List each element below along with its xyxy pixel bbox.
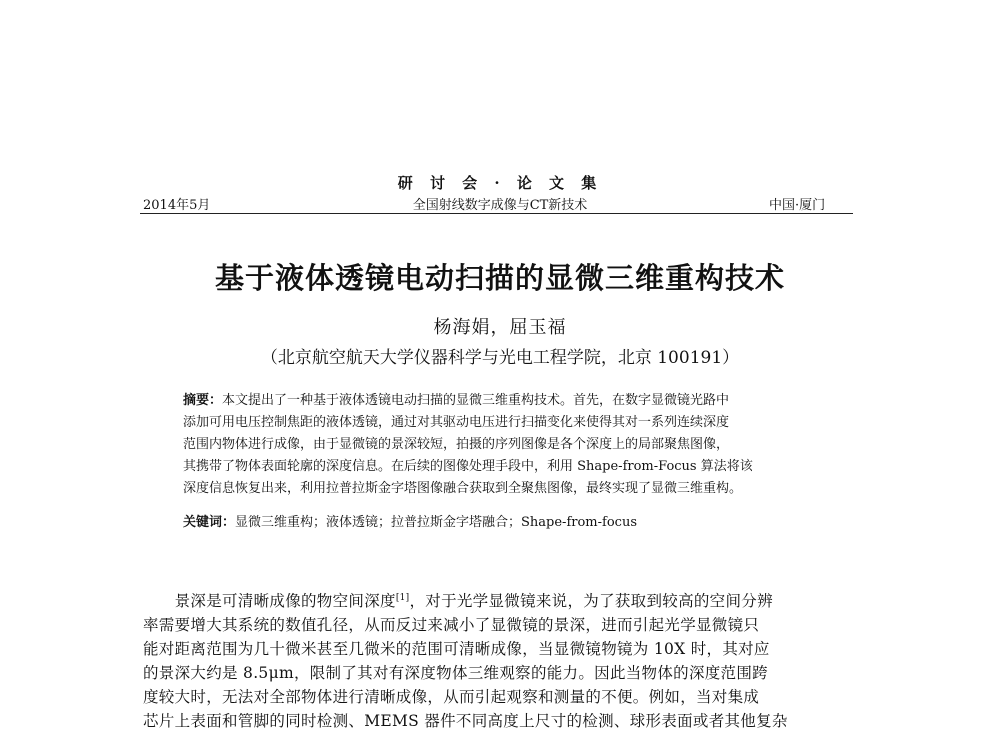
header-date: 2014年5月: [143, 198, 211, 213]
header-location: 中国·厦门: [769, 198, 826, 213]
abstract-line: 深度信息恢复出来，利用拉普拉斯金字塔图像融合获取到全聚焦图像，最终实现了显微三维重构。: [183, 481, 743, 496]
paper-title: 基于液体透镜电动扫描的显微三维重构技术: [214, 261, 785, 295]
body-line: 度较大时，无法对全部物体进行清晰成像，从而引起观察和测量的不便。例如，当对集成: [143, 688, 760, 707]
abstract-line: 范围内物体进行成像，由于显微镜的景深较短，拍摄的序列图像是各个深度上的局部聚焦图像，: [183, 437, 730, 452]
keywords-label: 关键词：: [183, 515, 236, 530]
abstract-text: 本文提出了一种基于液体透镜电动扫描的显微三维重构技术。首先，在数字显微镜光路中: [222, 393, 730, 408]
body-line: [143, 586, 855, 613]
abstract-label: 摘要：: [183, 393, 223, 408]
abstract-line: [183, 390, 823, 412]
abstract-line: 其携带了物体表面轮廓的深度信息。在后续的图像处理手段中，利用 Shape-from-Focus 算法将该: [183, 459, 753, 474]
keywords: [183, 511, 637, 530]
paper-authors: 杨海娟，屈玉福: [433, 317, 567, 338]
body-line: 能对距离范围为几十微米甚至几微米的范围可清晰成像，当显微镜物镜为 10X 时，其对应: [143, 640, 770, 659]
keywords-text: 显微三维重构；液体透镜；拉普拉斯金字塔融合；Shape-from-focus: [235, 515, 637, 530]
header-rule: [140, 213, 853, 214]
paper-affiliation: （北京航空航天大学仪器科学与光电工程学院，北京 100191）: [260, 348, 740, 368]
body-text-start: 景深是可清晰成像的物空间深度: [174, 592, 396, 611]
abstract: [183, 390, 823, 500]
body-text-continued: ，对于光学显微镜来说，为了获取到较高的空间分辨: [409, 592, 773, 611]
citation-ref[interactable]: [1]: [395, 593, 410, 603]
body-line: 率需要增大其系统的数值孔径，从而反过来减小了显微镜的景深，进而引起光学显微镜只: [143, 616, 760, 635]
conference-label: 研 讨 会 · 论 文 集: [397, 174, 603, 192]
body-line: 芯片上表面和管脚的同时检测、MEMS 器件不同高度上尺寸的检测、球形表面或者其他复杂: [143, 712, 788, 731]
abstract-line: 添加可用电压控制焦距的液体透镜，通过对其驱动电压进行扫描变化来使得其对一系列连续深度: [183, 415, 730, 430]
body-text: [143, 586, 855, 733]
conference-name: 全国射线数字成像与CT新技术: [412, 198, 588, 213]
body-line: 的景深大约是 8.5μm，限制了其对有深度物体三维观察的能力。因此当物体的深度范围跨: [143, 664, 768, 683]
